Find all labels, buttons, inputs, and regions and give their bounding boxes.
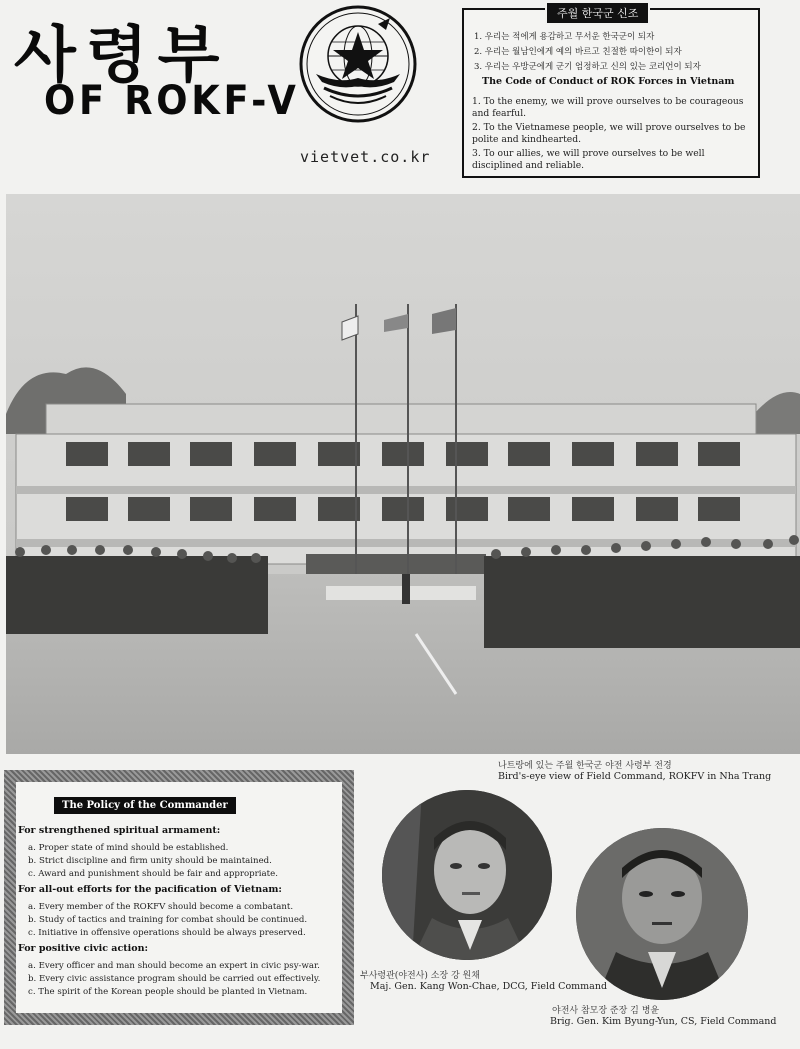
policy-item: c. The spirit of the Korean people should be planted in Vietnam. (28, 987, 308, 997)
policy-item: c. Award and punishment should be fair and appropriate. (28, 869, 278, 879)
masthead-title-english: OF ROKF-V (44, 78, 300, 124)
policy-heading: For positive civic action: (18, 943, 148, 954)
portrait-kim-byung-yun (576, 828, 748, 1000)
portrait-caption-english: Brig. Gen. Kim Byung-Yun, CS, Field Command (550, 1016, 777, 1027)
code-title-english: The Code of Conduct of ROK Forces in Vietnam (482, 76, 735, 87)
photo-caption-korean: 나트랑에 있는 주월 한국군 야전 사령부 전경 (498, 761, 672, 771)
code-en-item: 2. To the Vietnamese people, we will prove ourselves to be polite and kindhearted. (472, 122, 746, 145)
policy-item: b. Every civic assistance program should be carried out effectively. (28, 974, 321, 984)
site-url: vietvet.co.kr (300, 148, 431, 166)
policy-item: a. Every member of the ROKFV should become a combatant. (28, 902, 294, 912)
policy-title: The Policy of the Commander (54, 797, 236, 814)
code-ko-item: 3. 우리는 우방군에게 군기 엄정하고 신의 있는 코리언이 되자 (474, 62, 701, 72)
code-ko-item: 2. 우리는 월남인에게 예의 바르고 친절한 따이한이 되자 (474, 47, 682, 57)
policy-item: b. Strict discipline and firm unity should be maintained. (28, 856, 272, 866)
policy-item: a. Proper state of mind should be established. (28, 843, 229, 853)
masthead-title-korean: 사령부 (14, 20, 230, 91)
code-of-conduct-box (462, 8, 760, 178)
code-en-item: 3. To our allies, we will prove ourselves to be well disciplined and reliable. (472, 148, 705, 171)
rokfv-emblem (298, 4, 418, 124)
headquarters-photo (6, 194, 800, 754)
portrait-kang-won-chae (382, 790, 552, 960)
portrait-caption-english: Maj. Gen. Kang Won-Chae, DCG, Field Command (370, 981, 608, 992)
policy-item: b. Study of tactics and training for combat should be continued. (28, 915, 308, 925)
policy-heading: For all-out efforts for the pacification of Vietnam: (18, 884, 282, 895)
policy-item: c. Initiative in offensive operations should be always preserved. (28, 928, 306, 938)
photo-caption-english: Bird's-eye view of Field Command, ROKFV in Nha Trang (498, 771, 772, 782)
portrait-caption-korean: 야전사 참모장 준장 김 병윤 (552, 1006, 660, 1016)
code-en-item: 1. To the enemy, we will prove ourselves to be courageous and fearful. (472, 96, 744, 119)
code-of-conduct-tag: 주월 한국군 신조 (545, 1, 650, 25)
portrait-caption-korean: 부사령관(야전사) 소장 강 원채 (360, 971, 480, 981)
code-ko-item: 1. 우리는 적에게 용감하고 무서운 한국군이 되자 (474, 32, 655, 42)
policy-item: a. Every officer and man should become an expert in civic psy-war. (28, 961, 320, 971)
policy-heading: For strengthened spiritual armament: (18, 825, 221, 836)
